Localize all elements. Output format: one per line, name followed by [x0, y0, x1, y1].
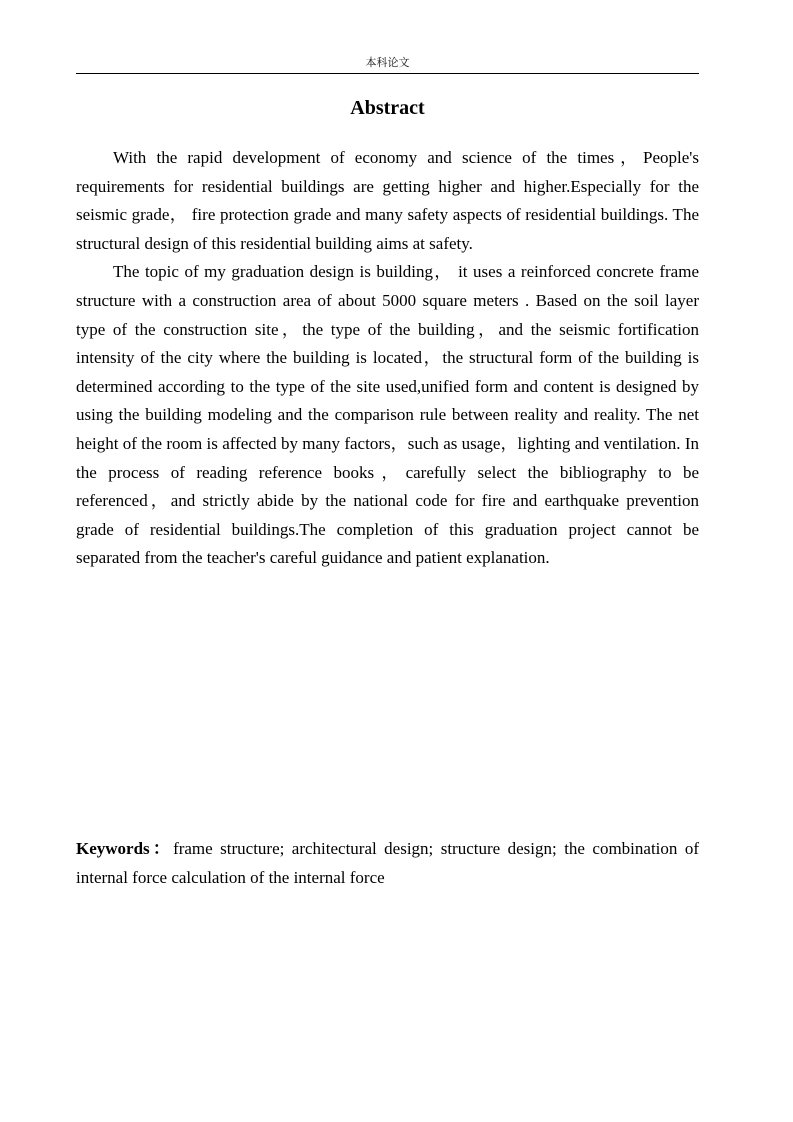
keywords-label: Keywords： [76, 839, 174, 858]
abstract-paragraph-2: The topic of my graduation design is building， it uses a reinforced concrete frame structure with a construction area of about 5000 square meters . Based on the soil layer type of the construction site，the type of the building，and the seismic fortification intensity of the city where the building is located，the structural form of the building is determined according to the type of the site used,unified form and content is designed by using the building modeling and the comparison rule between reality and reality. The net height of the room is affected by many factors，such as usage，lighting and ventilation. In the process of reading reference books，carefully select the bibliography to be referenced，and strictly abide by the national code for fire and earthquake prevention grade of residential buildings.The completion of this graduation project cannot be separated from the teacher's careful guidance and patient explanation. [76, 262, 699, 568]
abstract-title: Abstract [350, 97, 425, 119]
header-rule [76, 73, 699, 74]
abstract-body [76, 144, 699, 573]
keywords-block [76, 834, 699, 892]
running-header: 本科论文 [365, 56, 410, 69]
abstract-paragraph-1: With the rapid development of economy and science of the times，People's requirements for residential buildings are getting higher and higher.Especially for the seismic grade， fire protection grade and many safety aspects of residential buildings. The structural design of this residential building aims at safety. [76, 148, 699, 253]
keywords-text: frame structure; architectural design; structure design; the combination of internal force calculation of the internal force [76, 839, 699, 887]
